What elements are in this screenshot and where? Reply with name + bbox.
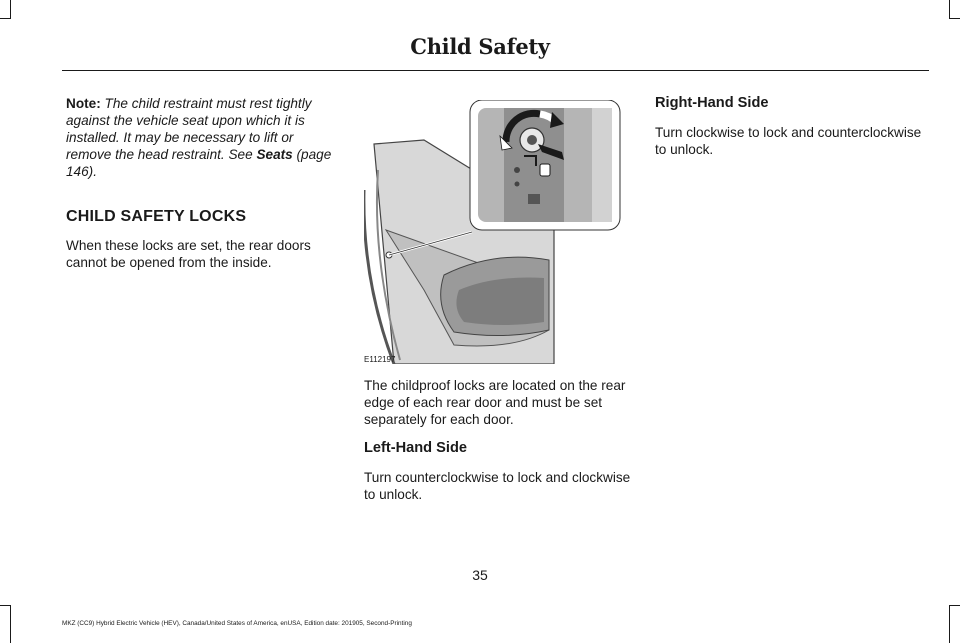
page-title: Child Safety [410, 34, 550, 59]
crop-mark [949, 0, 950, 18]
door-lock-image [364, 100, 622, 364]
seats-link[interactable]: Seats [256, 147, 293, 162]
door-lock-illustration [364, 100, 622, 364]
crop-mark [949, 605, 960, 606]
section-body: When these locks are set, the rear doors cannot be opened from the inside. [66, 238, 311, 270]
column-2 [364, 377, 636, 515]
section-heading: CHILD SAFETY LOCKS [66, 208, 247, 225]
column-1 [66, 95, 338, 283]
left-hand-heading: Left-Hand Side [364, 440, 467, 456]
crop-mark [949, 18, 960, 19]
crop-mark [10, 605, 11, 643]
note-label: Note: [66, 96, 101, 111]
note-text: The child restraint must rest tightly against the vehicle seat upon which it is installed. It may be necessary to lift or remove the head restraint. See [66, 96, 312, 162]
header-rule [62, 70, 929, 71]
column-3 [655, 95, 930, 170]
footer-text: MKZ (CC9) Hybrid Electric Vehicle (HEV), Canada/United States of America, enUSA, Edition date: 201905, Second-Printing [62, 620, 412, 627]
right-hand-body: Turn clockwise to lock and counterclockwise to unlock. [655, 125, 922, 157]
figure-code: E112197 [364, 355, 396, 364]
crop-mark [0, 18, 11, 19]
crop-mark [10, 0, 11, 18]
note-page-ref: (page 146). [66, 147, 332, 179]
crop-mark [949, 605, 950, 643]
note-paragraph [66, 95, 338, 180]
locks-intro: The childproof locks are located on the rear edge of each rear door and must be set separately for each door. [364, 378, 626, 427]
page-number: 35 [472, 567, 488, 583]
left-hand-body: Turn counterclockwise to lock and clockwise to unlock. [364, 470, 631, 502]
right-hand-heading: Right-Hand Side [655, 95, 769, 111]
crop-mark [0, 605, 11, 606]
